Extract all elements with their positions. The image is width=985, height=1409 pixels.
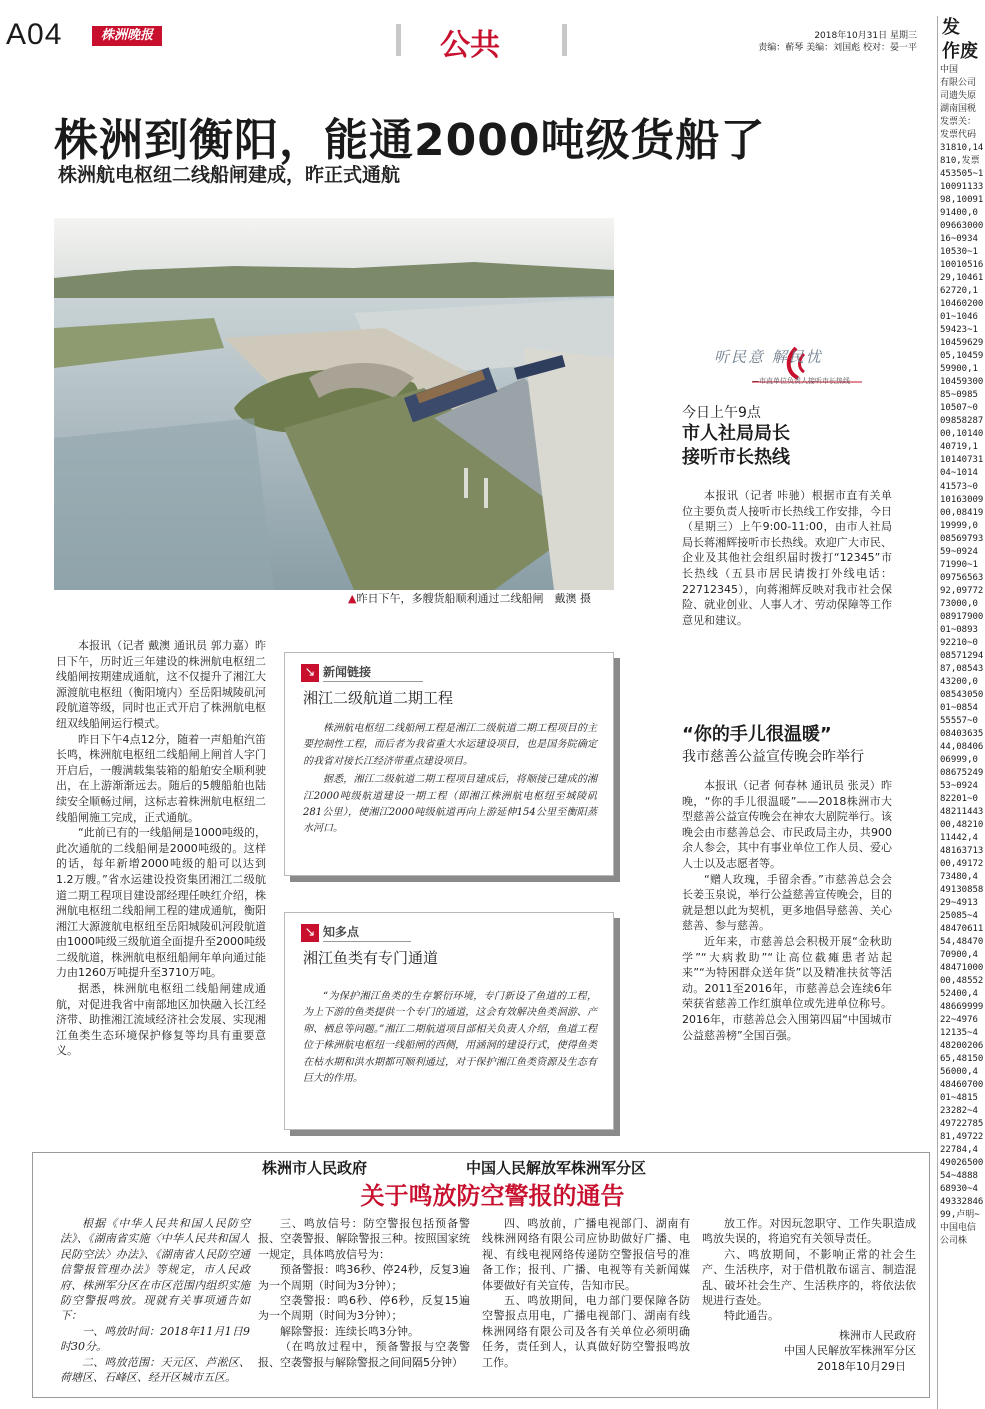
strip-line: 87,08543 bbox=[940, 663, 984, 674]
strip-line: 55557~0 bbox=[940, 715, 978, 726]
notice-issuer-military: 中国人民解放军株洲军分区 bbox=[466, 1159, 647, 1177]
strip-line: 10140731 bbox=[940, 455, 984, 466]
lead-paragraph-2: 昨日下午4点12分，随着一声船舶汽笛长鸣，株洲航电枢纽二线船闸上闸首人字门开启后，一艘满载集装箱的船舶安全顺利驶出，在上游渐渐远去。随后的5艘船舶也陆续安全顺畅过闸，这标志着株洲航电枢纽二线船闸施工完成，正式通航。 bbox=[56, 732, 266, 824]
notice-col4-paragraph-2: 六、鸣放期间，不影响正常的社会生产、生活秩序，对于借机散布谣言、制造混乱、破坏社会生产、生活秩序的，将依法依规进行查处。 bbox=[702, 1247, 916, 1308]
strip-line: 48669999 bbox=[940, 1002, 984, 1013]
strip-line: 中国 bbox=[940, 65, 959, 75]
strip-lines bbox=[938, 64, 985, 1248]
hotline-body bbox=[682, 488, 892, 628]
notice-col3-paragraph-2: 五、鸣放期间，电力部门要保障各防空警报点用电，广播电视部门、湖南有线株洲网络有限公司及各有关单位必须明确任务，责任到人，认真做好防空警报鸣放工作。 bbox=[482, 1294, 690, 1369]
strip-line: 00,49172 bbox=[940, 858, 984, 869]
strip-line: 10460200 bbox=[940, 299, 984, 310]
strip-line: 48460700 bbox=[940, 1080, 984, 1091]
strip-line: 湖南国税 bbox=[940, 104, 977, 115]
strip-line: 48163713 bbox=[940, 845, 984, 856]
caption-text: 昨日下午，多艘货船顺利通过二线船闸 戴澳 摄 bbox=[356, 592, 591, 605]
strip-line: 09756563 bbox=[940, 572, 984, 583]
notice-column-4 bbox=[702, 1216, 916, 1374]
page-number: A04 bbox=[6, 18, 63, 51]
strip-line: 82201~0 bbox=[940, 793, 978, 804]
notice-column-1 bbox=[60, 1216, 250, 1385]
strip-line: 05,10459 bbox=[940, 351, 984, 362]
news-link-title: 湘江二级航道二期工程 bbox=[303, 689, 454, 707]
strip-line: 44,08406 bbox=[940, 741, 984, 752]
lead-article-body bbox=[56, 638, 266, 1059]
section-title: 公共 bbox=[440, 28, 500, 63]
strip-line: 06999,0 bbox=[940, 754, 978, 765]
strip-line: 发票代码 bbox=[940, 130, 977, 141]
strip-line: 公司株 bbox=[940, 1236, 968, 1247]
news-link-box bbox=[284, 652, 614, 876]
notice-sign-military: 中国人民解放军株洲军分区 bbox=[784, 1344, 916, 1358]
strip-line: 49130858 bbox=[940, 884, 984, 895]
strip-line: 08571294 bbox=[940, 650, 984, 661]
notice-col2-paragraph-5: （在鸣放过程中，预备警报与空袭警报、空袭警报与解除警报之间间隔5分钟） bbox=[258, 1340, 470, 1369]
hotline-title-line1: 市人社局局长 bbox=[682, 423, 790, 444]
strip-line: 04~1014 bbox=[940, 468, 978, 479]
strip-line: 71990~1 bbox=[940, 559, 978, 570]
arrow-down-right-icon: ↘ bbox=[301, 924, 319, 942]
charity-subtitle: 我市慈善公益宣传晚会昨举行 bbox=[682, 749, 864, 765]
lead-paragraph-1: 本报讯（记者 戴澳 通讯员 郭力嘉）昨日下午，历时近三年建设的株洲航电枢纽二线船闸按期建成通航，这不仅提升了湘江大源渡航电枢纽（衡阳境内）至岳阳城陵矶河段航道等级，同时也正式开启了株洲航电枢纽双线船闸运行模式。 bbox=[56, 639, 266, 730]
strip-line: 00,08419 bbox=[940, 507, 984, 518]
strip-line: 00,48552 bbox=[940, 976, 984, 987]
strip-line: 81,49722 bbox=[940, 1132, 984, 1143]
notice-issuer-government: 株洲市人民政府 bbox=[262, 1159, 368, 1177]
notice-col2-paragraph-2: 预备警报：鸣36秒、停24秒，反复3遍为一个周期（时间为3分钟）； bbox=[258, 1263, 470, 1292]
strip-line: 41573~0 bbox=[940, 481, 978, 492]
notice-col2-paragraph-1: 三、鸣放信号：防空警报包括预备警报、空袭警报、解除警报三种。按照国家统一规定，具体鸣放信号为： bbox=[258, 1217, 470, 1261]
strip-line: 48470611 bbox=[940, 924, 984, 935]
strip-line: 16~0934 bbox=[940, 234, 978, 245]
strip-line: 10163009 bbox=[940, 494, 984, 505]
strip-line: 10530~1 bbox=[940, 247, 978, 258]
knowledge-tag-label: 知多点 bbox=[323, 923, 411, 942]
strip-line: 54,48470 bbox=[940, 937, 984, 948]
strip-line: 70900,4 bbox=[940, 950, 978, 961]
notice-col4-paragraph-3: 特此通告。 bbox=[724, 1309, 779, 1323]
strip-line: 59~0924 bbox=[940, 546, 978, 557]
strip-line: 810,发票 bbox=[940, 156, 980, 167]
notice-sign-government: 株洲市人民政府 bbox=[839, 1328, 916, 1342]
strip-line: 92210~0 bbox=[940, 637, 978, 648]
strip-line: 发票关： bbox=[940, 117, 977, 128]
news-link-tag-label: 新闻链接 bbox=[323, 663, 423, 682]
strip-line: 98,10091 bbox=[940, 195, 984, 206]
strip-line: 59423~1 bbox=[940, 325, 978, 336]
knowledge-tag bbox=[301, 923, 411, 942]
news-link-tag bbox=[301, 663, 423, 682]
strip-line: 40719,1 bbox=[940, 442, 978, 453]
strip-line: 10507~0 bbox=[940, 403, 978, 414]
strip-line: 99,卢明~ bbox=[940, 1210, 980, 1221]
knowledge-body bbox=[303, 989, 597, 1089]
lead-paragraph-4: 据悉，株洲航电枢纽二线船闸建成通航，对促进我省中南部地区加快融入长江经济带、助推湘江流域经济社会发展、实现湘江鱼类生态环境保护修复等均具有重要意义。 bbox=[56, 982, 266, 1058]
strip-line: 48471000 bbox=[940, 963, 984, 974]
strip-line: 31810,14 bbox=[940, 143, 984, 154]
strip-title-1: 发 bbox=[942, 17, 960, 38]
strip-line: 68930~4 bbox=[940, 1184, 978, 1195]
strip-line: 56000,4 bbox=[940, 1067, 978, 1078]
strip-line: 59900,1 bbox=[940, 364, 978, 375]
charity-body bbox=[682, 778, 892, 1043]
strip-line: 08917900 bbox=[940, 611, 984, 622]
subheadline: 株洲航电枢纽二线船闸建成，昨正式通航 bbox=[58, 164, 401, 186]
strip-line: 48211443 bbox=[940, 806, 984, 817]
lead-paragraph-3: “此前已有的一线船闸是1000吨级的，此次通航的二线船闸是2000吨级的。这样的话，每年新增2000吨级的船可以达到1.2万艘。”省水运建设投资集团湘江二级航道二期工程项目建设部经理任映红介绍，株洲航电枢纽二线船闸工程的建成通航，衡阳湘江大源渡航电枢纽至岳阳城陵矶河段航道由1000吨级三级航道全面提升至2000吨级二级航道，株洲航电枢纽船闸年单向通过能力由1260万吨提升至3710万吨。 bbox=[56, 826, 266, 980]
strip-title-2: 作废 bbox=[942, 41, 978, 62]
hotline-logo bbox=[712, 338, 892, 392]
strip-line: 19999,0 bbox=[940, 520, 978, 531]
hotline-time: 今日上午9点 bbox=[682, 405, 761, 421]
strip-line: 23282~4 bbox=[940, 1106, 978, 1117]
knowledge-paragraph-1: “为保护湘江鱼类的生存繁衍环境，专门新设了鱼道的工程，为上下游的鱼类提供一个专门的通道，这会有效解决鱼类洄游、产卵、栖息等问题。”湘江二期航道项目部相关负责人介绍，鱼道工程位于株洲航电枢纽一线船闸的西侧，用涵洞的建设行式，使得鱼类在枯水期和洪水期都可顺利通过，对于保护湘江鱼类资源及生态有巨大的作用。 bbox=[303, 991, 597, 1085]
header-divider-right bbox=[562, 24, 567, 56]
strip-line: 48200206 bbox=[940, 1041, 984, 1052]
strip-line: 09663000 bbox=[940, 221, 984, 232]
notice-column-2 bbox=[258, 1216, 470, 1370]
caption-triangle-icon: ▲ bbox=[348, 592, 357, 605]
notice-col3-paragraph-1: 四、鸣放前，广播电视部门、湖南有线株洲网络有限公司应协助做好广播、电视、有线电视网络传递防空警报信号的准备工作；报刊、广播、电视等有关新闻媒体要做好有关宣传，告知市民。 bbox=[482, 1217, 690, 1292]
strip-line: 09858287 bbox=[940, 416, 984, 427]
strip-line: 司遗失原 bbox=[940, 91, 977, 102]
knowledge-title: 湘江鱼类有专门通道 bbox=[303, 949, 439, 967]
strip-line: 中国电信 bbox=[940, 1223, 977, 1234]
notice-col1-paragraph-3: 二、鸣放范围：天元区、芦淞区、荷塘区、石峰区、经开区城市五区。 bbox=[60, 1355, 250, 1385]
strip-line: 85~0985 bbox=[940, 390, 978, 401]
strip-line: 10459300 bbox=[940, 377, 984, 388]
strip-line: 453505~1 bbox=[940, 169, 984, 180]
charity-paragraph-3: 近年来，市慈善总会积极开展“金秋助学”“大病救助”“让高位截瘫患者站起来”“为特困群众送年货”以及精准扶贫等活动。2011至2016年，市慈善总会连续6年荣获省慈善工作红旗单位或先进单位称号。2016年，市慈善总会入围第四届“中国城市公益慈善榜”全国百强。 bbox=[682, 934, 892, 1042]
issue-date: 2018年10月31日 星期三 bbox=[814, 31, 917, 41]
strip-line: 49722785 bbox=[940, 1119, 984, 1130]
strip-line: 08403635 bbox=[940, 728, 984, 739]
strip-line: 00,48210 bbox=[940, 819, 984, 830]
strip-line: 10459629 bbox=[940, 338, 984, 349]
strip-line: 10091133 bbox=[940, 182, 984, 193]
strip-line: 53~0924 bbox=[940, 780, 978, 791]
strip-line: 92,09772 bbox=[940, 585, 984, 596]
notice-sign-date: 2018年10月29日 bbox=[817, 1359, 906, 1373]
hotline-title bbox=[682, 422, 790, 470]
news-link-body bbox=[303, 721, 597, 840]
strip-line: 08675249 bbox=[940, 767, 984, 778]
notice-col1-paragraph-2: 一、鸣放时间：2018年11月1日9时30分。 bbox=[60, 1324, 250, 1354]
strip-line: 43200,0 bbox=[940, 676, 978, 687]
strip-line: 49332846 bbox=[940, 1197, 984, 1208]
notice-column-3 bbox=[482, 1216, 690, 1370]
strip-line: 00,10140 bbox=[940, 429, 984, 440]
notice-col1-paragraph-1: 根据《中华人民共和国人民防空法》、《湖南省实施〈中华人民共和国人民防空法〉办法》、《湖南省人民防空通信警报管理办法》等规定，市人民政府、株洲军分区在市区范围内组织实施防空警报鸣放。现就有关事项通告如下： bbox=[60, 1217, 250, 1323]
hotline-logo-subtext: —市直单位负责人接听市长热线 bbox=[752, 377, 850, 385]
strip-line: 54~4888 bbox=[940, 1171, 978, 1182]
notice-col2-paragraph-3: 空袭警报：鸣6秒、停6秒，反复15遍为一个周期（时间为3分钟）； bbox=[258, 1294, 470, 1323]
strip-line: 29~4913 bbox=[940, 898, 978, 908]
strip-line: 08569793 bbox=[940, 533, 984, 544]
ship-lock-illustration bbox=[54, 218, 614, 590]
strip-line: 25085~4 bbox=[940, 911, 978, 922]
hotline-logo-text: 听民意 解民忧 bbox=[714, 348, 823, 366]
headline: 株洲到衡阳，能通2000吨级货船了 bbox=[54, 115, 766, 166]
strip-line: 73480,4 bbox=[940, 871, 978, 882]
strip-line: 01~0854 bbox=[940, 702, 978, 713]
strip-line: 22~4976 bbox=[940, 1015, 978, 1026]
charity-paragraph-1: 本报讯（记者 何春林 通讯员 张灵）昨晚，“你的手儿很温暖”——2018株洲市大型慈善公益宣传晚会在神农大剧院举行。该晚会由市慈善总会、市民政局主办，共900余人参会，其中有事业单位工作人员、爱心人士以及志愿者等。 bbox=[682, 779, 892, 870]
header-divider-left bbox=[396, 24, 401, 56]
strip-line: 01~0893 bbox=[940, 624, 978, 635]
ship-lock-photo bbox=[54, 218, 614, 590]
strip-line: 08543050 bbox=[940, 689, 984, 700]
notice-col2-paragraph-4: 解除警报：连续长鸣3分钟。 bbox=[280, 1324, 419, 1338]
strip-line: 52400,4 bbox=[940, 989, 978, 1000]
knowledge-box bbox=[284, 912, 614, 1130]
news-link-paragraph-1: 株洲航电枢纽二线船闸工程是湘江二级航道二期工程项目的主要控制性工程，而后者为我省重大水运建设项目，也是国务院确定的我省对接长江经济带重点建设项目。 bbox=[303, 723, 597, 767]
strip-line: 11442,4 bbox=[940, 832, 978, 843]
strip-line: 22784,4 bbox=[940, 1145, 978, 1156]
news-link-paragraph-2: 据悉，湘江二级航道二期工程项目建成后，将顺接已建成的湘江2000吨级航道建设一期工程（即湘江株洲航电枢纽至城陵矶281公里），使湘江2000吨级航道再向上游延伸154公里至衡阳蒸水河口。 bbox=[303, 774, 597, 835]
strip-line: 01~4815 bbox=[940, 1093, 978, 1104]
photo-caption bbox=[348, 590, 591, 606]
strip-line: 29,10461 bbox=[940, 273, 984, 284]
strip-line: 73000,0 bbox=[940, 598, 978, 609]
masthead-logo: 株洲晚报 bbox=[92, 26, 162, 46]
strip-line: 12135~4 bbox=[940, 1028, 978, 1039]
strip-line: 91400,0 bbox=[940, 208, 978, 219]
hotline-paragraph-1: 本报讯（记者 咔驰）根据市直有关单位主要负责人接听市长热线工作安排，今日（星期三）上午9:00-11:00，由市人社局局长蒋湘辉接听市长热线。欢迎广大市民、企业及其他社会组织届时拨打“12345”市长热线（五县市居民请拨打外线电话：22712345），向蒋湘辉反映对我市社会保险、就业创业、人事人才、劳动保障等工作意见和建议。 bbox=[682, 489, 892, 627]
strip-line: 10010516 bbox=[940, 260, 984, 271]
notice-title: 关于鸣放防空警报的通告 bbox=[360, 1182, 625, 1210]
hotline-title-line2: 接听市长热线 bbox=[682, 447, 790, 468]
charity-title: “你的手儿很温暖” bbox=[682, 724, 832, 745]
notice-col4-paragraph-1: 放工作。对因玩忽职守、工作失职造成鸣放失误的，将追究有关领导责任。 bbox=[702, 1217, 916, 1246]
arrow-down-right-icon: ↘ bbox=[301, 664, 319, 682]
editors-credit: 责编：蕲琴 美编：刘国彪 校对：晏一平 bbox=[758, 43, 917, 53]
charity-paragraph-2: “赠人玫瑰，手留余香。”市慈善总会会长姜玉泉说，举行公益慈善宣传晚会，目的就是想以此为契机，更多地倡导慈善、关心慈善、参与慈善。 bbox=[682, 872, 892, 933]
strip-line: 01~1046 bbox=[940, 312, 978, 323]
strip-line: 49026500 bbox=[940, 1158, 984, 1169]
strip-line: 有限公司 bbox=[940, 78, 977, 89]
strip-line: 62720,1 bbox=[940, 286, 978, 297]
strip-line: 65,48150 bbox=[940, 1054, 984, 1065]
